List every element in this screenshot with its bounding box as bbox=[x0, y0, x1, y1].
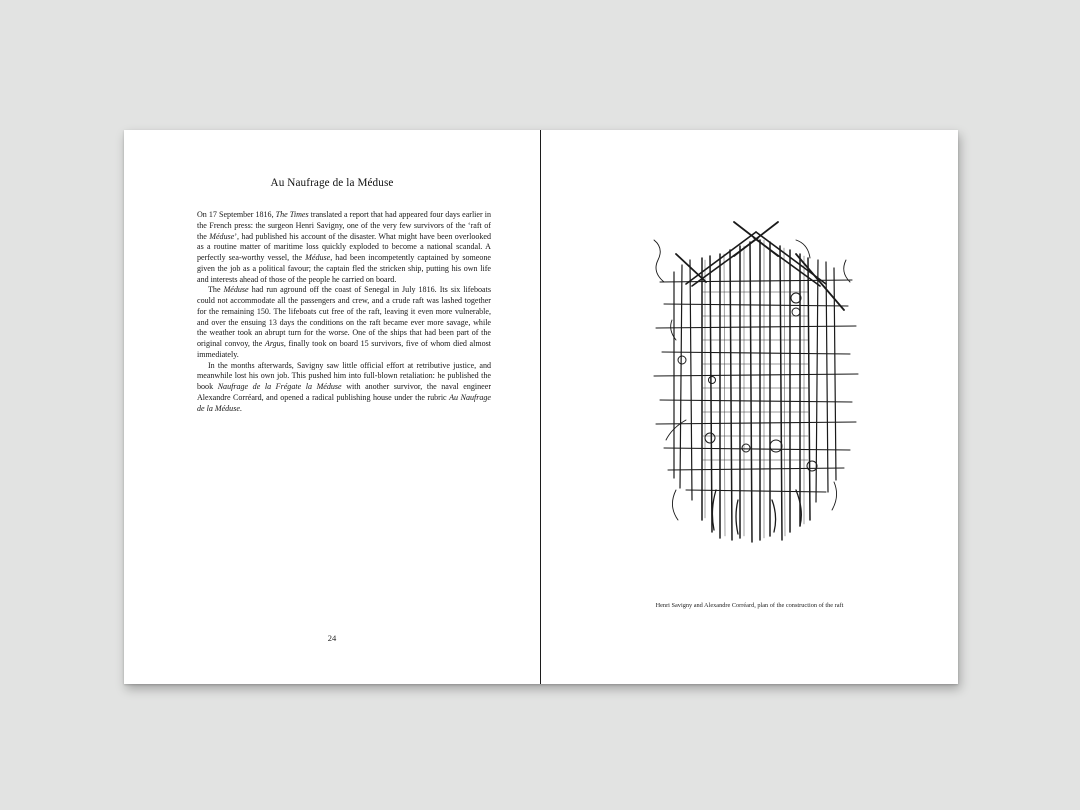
chapter-title: Au Naufrage de la Méduse bbox=[270, 177, 394, 189]
text-run: . bbox=[239, 403, 242, 413]
paragraph-3 bbox=[197, 361, 491, 415]
text-run: On 17 September 1816, bbox=[197, 210, 276, 219]
italic-text: Au Naufrage de la Méduse bbox=[197, 392, 491, 413]
text-run: The bbox=[208, 285, 224, 295]
text-run: , finally took on board 15 survivors, five of whom died almost immediately. bbox=[197, 339, 491, 359]
text-run: , had been incompetently captained by someone given the job as a political favour; the captain fled the stricken ship, putting his own life and interests ahead of those of the people he carried on board. bbox=[197, 253, 492, 284]
text-run: had run aground off the coast of Senegal in July 1816. Its six lifeboats could not accommodate all the passengers and crew, and a crude raft was lashed together for the remaining 150. The lifeboats cut free of the raft, leaving it even more vulnerable, and over the ensuing 13 days the conditions on the raft became ever more savage, while the weather took an abrupt turn for the worse. One of the ships that had been part of the original convoy, the bbox=[197, 285, 491, 348]
text-run: ’, had published his account of the disaster. What might have been overlooked as a routine matter of maritime loss quickly exploded to become a national scandal. A perfectly sea-worthy vessel, the bbox=[197, 231, 491, 262]
italic-text: Méduse bbox=[305, 253, 331, 262]
paragraph-2 bbox=[197, 285, 491, 360]
text-run: translated a report that had appeared four days earlier in the French press: the surgeon Henri Savigny, one of the very few survivors of the ‘raft of the bbox=[197, 210, 491, 241]
text-run: with another survivor, the naval engineer Alexandre Corréard, and opened a radical publishing house under the rubric bbox=[197, 382, 491, 402]
right-page bbox=[541, 130, 958, 684]
italic-text: Argus bbox=[264, 339, 284, 348]
italic-text: Méduse bbox=[209, 231, 235, 241]
text-run: In the months afterwards, Savigny saw little official effort at retributive justice, and meanwhile lost his own job. This pushed him into full-blown retaliation: he published the book bbox=[197, 360, 491, 391]
body-text bbox=[197, 210, 491, 414]
figure-caption: Henri Savigny and Alexandre Corréard, plan of the construction of the raft bbox=[655, 602, 844, 609]
italic-text: Méduse bbox=[223, 285, 249, 295]
left-page bbox=[124, 130, 540, 684]
italic-text: Naufrage de la Frégate la Méduse bbox=[217, 382, 342, 391]
open-book bbox=[124, 130, 958, 684]
italic-text: The Times bbox=[275, 210, 309, 219]
raft-plan-engraving bbox=[646, 220, 876, 550]
paragraph-1 bbox=[197, 210, 491, 285]
page-number: 24 bbox=[327, 633, 337, 643]
